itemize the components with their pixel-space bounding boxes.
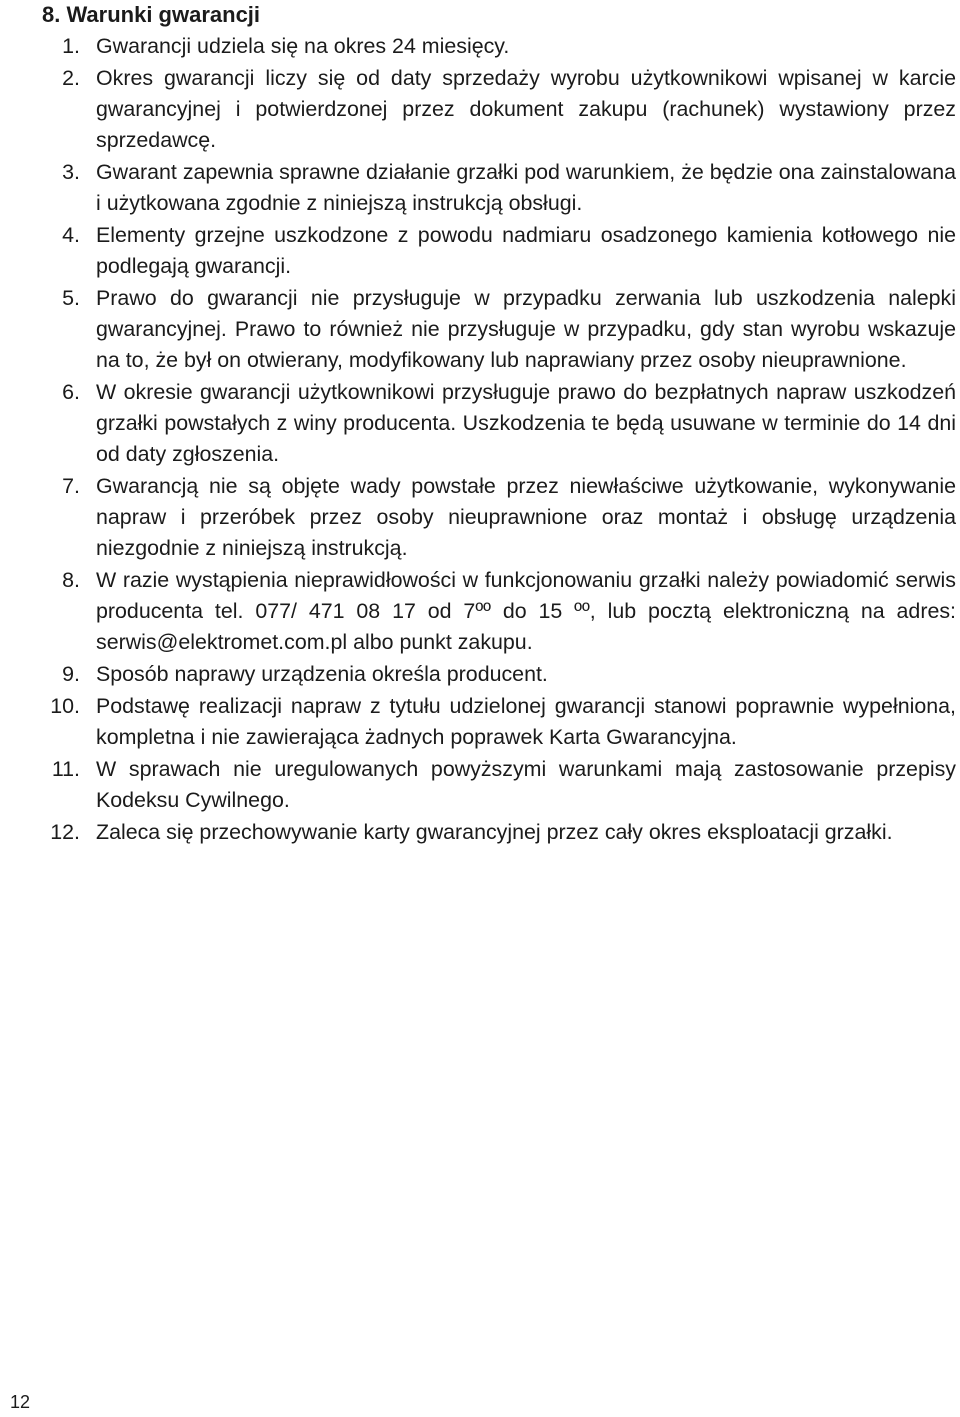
list-item <box>0 377 960 470</box>
list-item <box>0 754 960 816</box>
list-item-number: 9. <box>62 662 80 686</box>
list-item-text: Zaleca się przechowywanie karty gwarancyjnej przez cały okres eksploatacji grzałki. <box>96 820 893 844</box>
list-item-number: 5. <box>62 286 80 310</box>
list-item-text: Elementy grzejne uszkodzone z powodu nadmiaru osadzonego kamienia kotłowego nie podlegają gwarancji. <box>96 223 956 278</box>
list-item-number: 6. <box>62 380 80 404</box>
list-item-text: Gwarant zapewnia sprawne działanie grzałki pod warunkiem, że będzie ona zainstalowana i użytkowana zgodnie z niniejszą instrukcją obsługi. <box>96 160 956 215</box>
list-item-number: 8. <box>62 568 80 592</box>
list-item-text: W sprawach nie uregulowanych powyższymi warunkami mają zastosowanie przepisy Kodeksu Cywilnego. <box>96 757 956 812</box>
list-item-number: 1. <box>62 34 80 58</box>
list-item-number: 11. <box>51 757 80 781</box>
list-item-text: Okres gwarancji liczy się od daty sprzedaży wyrobu użytkownikowi wpisanej w karcie gwarancyjnej i potwierdzonej przez dokument zakupu (rachunek) wystawiony przez sprzedawcę. <box>96 66 956 152</box>
warranty-conditions-list <box>0 31 960 849</box>
list-item-text: W okresie gwarancji użytkownikowi przysługuje prawo do bezpłatnych napraw uszkodzeń grzałki powstałych z winy producenta. Uszkodzenia te będą usuwane w terminie do 14 dni od daty zgłoszenia. <box>96 380 956 466</box>
list-item <box>0 659 960 690</box>
list-item-number: 2. <box>62 66 80 90</box>
list-item <box>0 157 960 219</box>
list-item-number: 3. <box>62 160 80 184</box>
list-item <box>0 691 960 753</box>
list-item <box>0 565 960 658</box>
list-item <box>0 817 960 848</box>
list-item-text: Podstawę realizacji napraw z tytułu udzielonej gwarancji stanowi poprawnie wypełniona, kompletna i nie zawierająca żadnych poprawek Karta Gwarancyjna. <box>96 694 956 749</box>
list-item <box>0 283 960 376</box>
list-item-number: 7. <box>62 474 80 498</box>
list-item-text: Gwarancji udziela się na okres 24 miesięcy. <box>96 34 510 58</box>
list-item-text: Sposób naprawy urządzenia określa producent. <box>96 662 548 686</box>
list-item-number: 10. <box>50 694 80 718</box>
list-item-number: 12. <box>50 820 80 844</box>
list-item-text: W razie wystąpienia nieprawidłowości w funkcjonowaniu grzałki należy powiadomić serwis producenta tel. 077/ 471 08 17 od 7ºº do 15 ºº, lub pocztą elektroniczną na adres: serwis@elektromet.com.pl albo punkt zakupu. <box>96 568 956 654</box>
list-item-text: Gwarancją nie są objęte wady powstałe przez niewłaściwe użytkowanie, wykonywanie napraw i przeróbek przez osoby nieuprawnione oraz montaż i obsługę urządzenia niezgodnie z niniejszą instrukcją. <box>96 474 956 560</box>
page-number: 12 <box>10 1392 31 1412</box>
section-title: 8. Warunki gwarancji <box>42 2 261 27</box>
list-item <box>0 63 960 156</box>
list-item <box>0 471 960 564</box>
list-item <box>0 31 960 62</box>
list-item <box>0 220 960 282</box>
list-item-number: 4. <box>62 223 80 247</box>
list-item-text: Prawo do gwarancji nie przysługuje w przypadku zerwania lub uszkodzenia nalepki gwarancyjnej. Prawo to również nie przysługuje w przypadku, gdy stan wyrobu wskazuje na to, że był on otwierany, modyfikowany lub naprawiany przez osoby nieuprawnione. <box>96 286 956 372</box>
